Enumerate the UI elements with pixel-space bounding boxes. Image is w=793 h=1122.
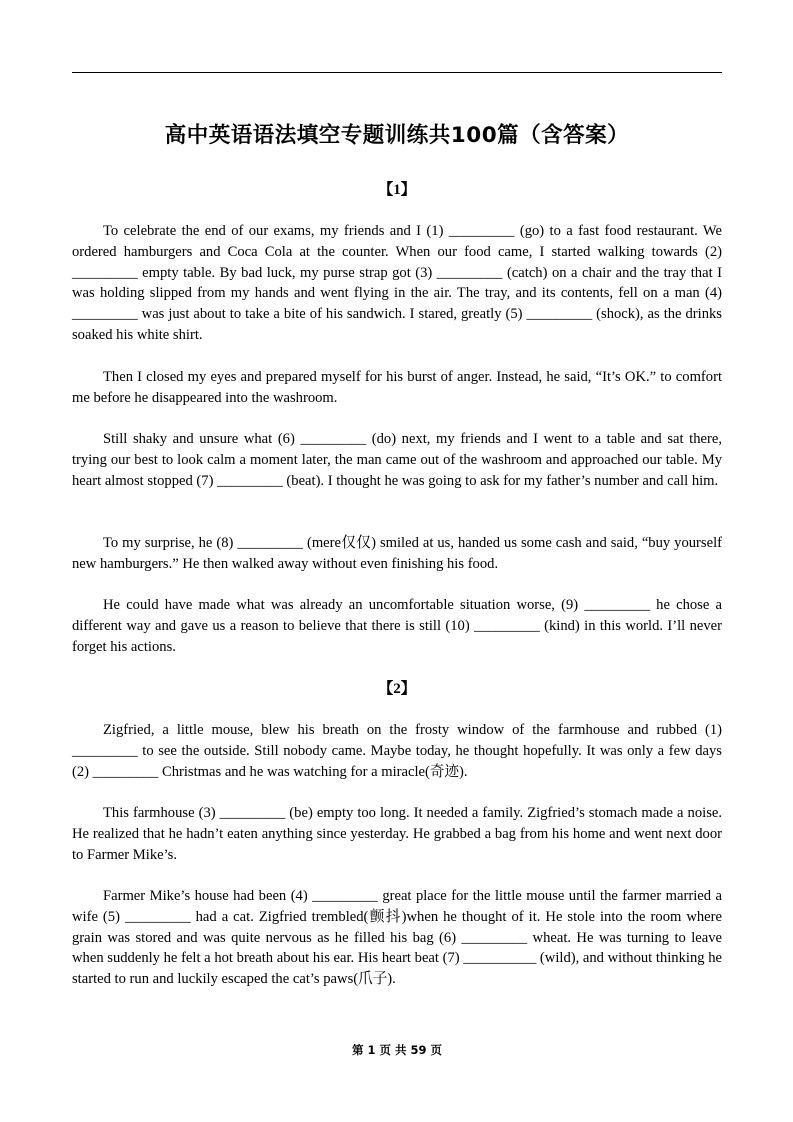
passage-1-paragraph-4: To my surprise, he (8) _________ (mere仅仅) smiled at us, handed us some cash and said, “buy yourself new hamburgers.” He then walked away without even finishing his food.: [72, 535, 722, 572]
passage-2-heading: 【2】: [378, 681, 416, 697]
passage-1-paragraph-5: He could have made what was already an uncomfortable situation worse, (9) _________ he chose a different way and gave us a reason to believe that there is still (10) _________ (kind) in this world. I’ll never forget his actions.: [72, 597, 722, 655]
document-title: 高中英语语法填空专题训练共100篇（含答案）: [164, 123, 630, 148]
passage-2-paragraph-3: Farmer Mike’s house had been (4) _________ great place for the little mouse until the farmer married a wife (5) _________ had a cat. Zigfried trembled(颤抖)when he thought of it. He stole into the room where grain was stored and was quite nervous as he filled his bag (6) _________ wheat. He was turning to leave when suddenly he felt a hot breath about his ear. His heart beat (7) __________ (wild), and without thinking he started to run and luckily escaped the cat’s paws(爪子).: [72, 888, 722, 988]
passage-1-paragraph-3: Still shaky and unsure what (6) _________ (do) next, my friends and I went to a table and sat there, trying our best to look calm a moment later, the man came out of the washroom and approached our table. My heart almost stopped (7) _________ (beat). I thought he was going to ask for my father’s number and call him.: [72, 431, 722, 489]
passage-2-paragraph-2: This farmhouse (3) _________ (be) empty too long. It needed a family. Zigfried’s stomach made a noise. He realized that he hadn’t eaten anything since yesterday. He grabbed a bag from his home and went next door to Farmer Mike’s.: [72, 805, 722, 863]
passage-1-paragraph-1: To celebrate the end of our exams, my friends and I (1) _________ (go) to a fast food restaurant. We ordered hamburgers and Coca Cola at the counter. When our food came, I started walking towards (2) _________ empty table. By bad luck, my purse strap got (3) _________ (catch) on a chair and the tray that I was holding slipped from my hands and went flying in the air. The tray, and its contents, fell on a man (4) _________ was just about to take a bite of his sandwich. I stared, greatly (5) _________ (shock), as the drinks soaked his white shirt.: [72, 223, 722, 343]
passage-2-paragraph-1: Zigfried, a little mouse, blew his breath on the frosty window of the farmhouse and rubbed (1) _________ to see the outside. Still nobody came. Maybe today, he thought hopefully. It was only a few days (2) _________ Christmas and he was watching for a miracle(奇迹).: [72, 722, 722, 780]
passage-1-paragraph-2: Then I closed my eyes and prepared myself for his burst of anger. Instead, he said, “It’s OK.” to comfort me before he disappeared into the washroom.: [72, 369, 722, 406]
header-rule: [72, 72, 722, 73]
page-number-footer: 第 1 页 共 59 页: [351, 1043, 443, 1057]
passage-1-heading: 【1】: [378, 182, 416, 198]
